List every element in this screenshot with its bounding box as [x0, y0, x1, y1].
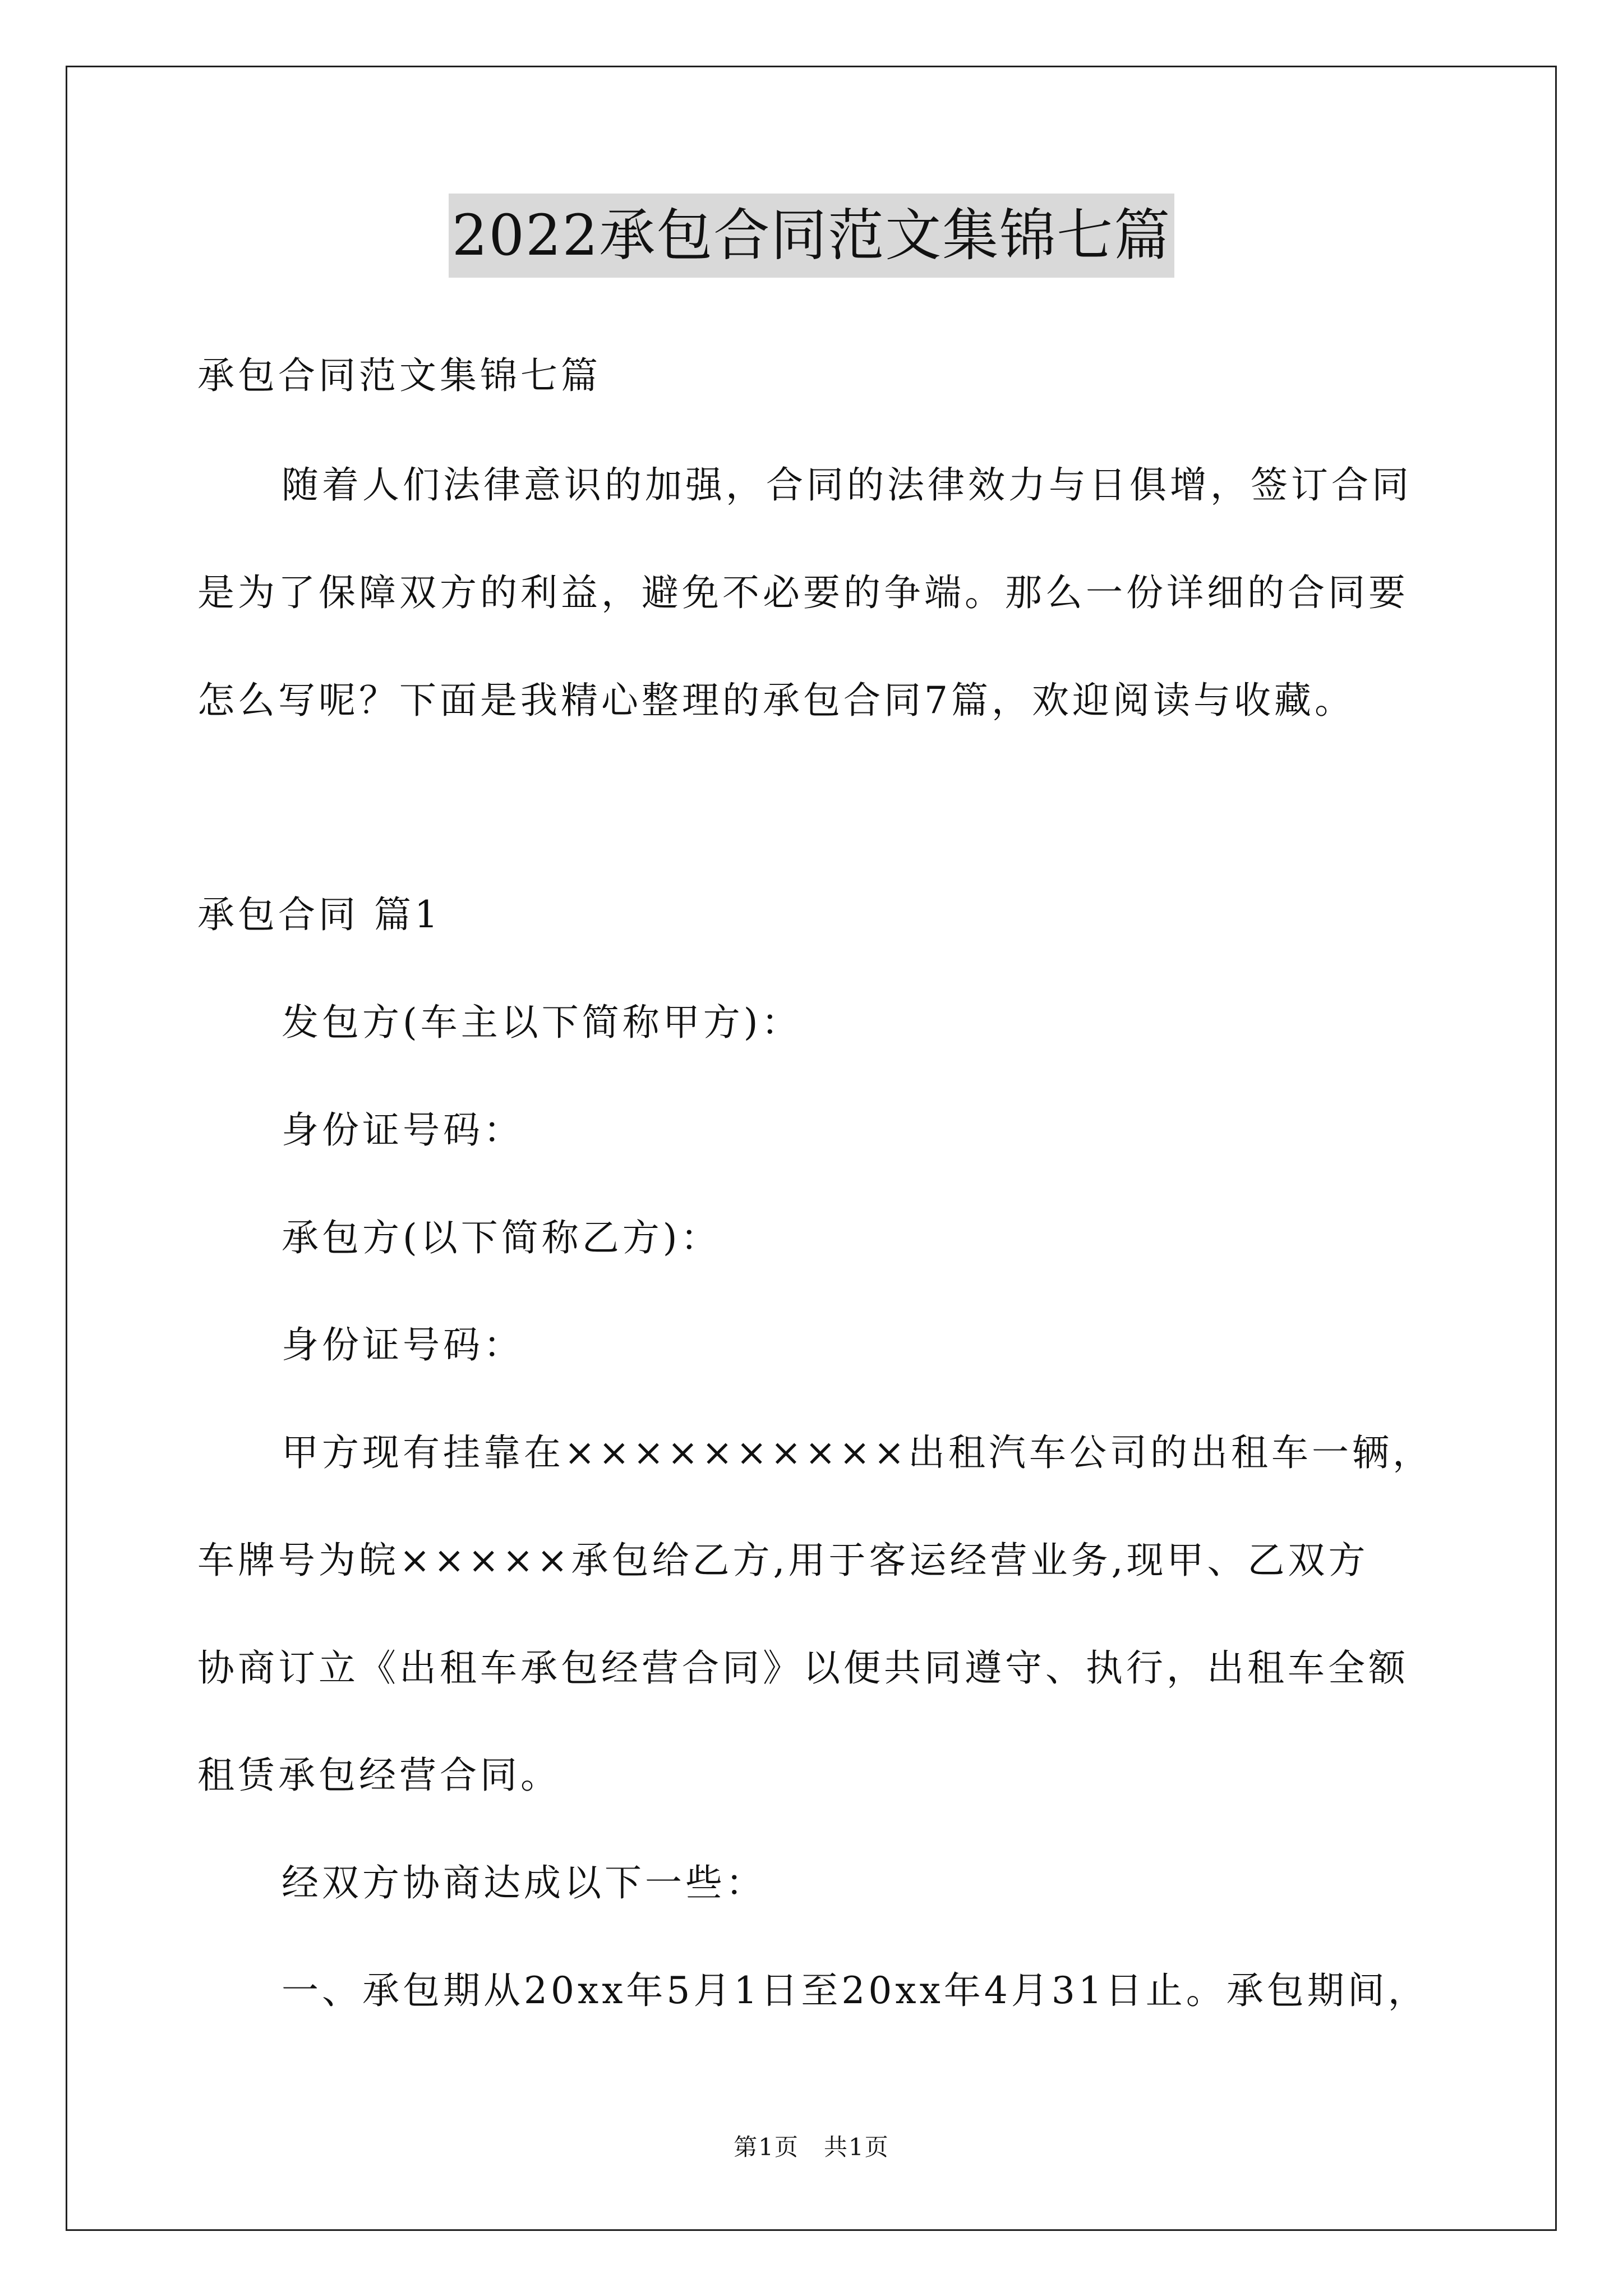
paragraph-line: 随着人们法律意识的加强，合同的法律效力与日俱增，签订合同: [282, 463, 1412, 507]
paragraph-line: 身份证号码：: [282, 1323, 524, 1366]
title-container: [0, 194, 1623, 278]
document-title: 2022承包合同范文集锦七篇: [449, 194, 1175, 278]
paragraph-line: 车牌号为皖×××××承包给乙方,用于客运经营业务,现甲、乙双方: [197, 1539, 1369, 1582]
section-heading: 承包合同 篇1: [197, 893, 441, 936]
page-footer: 第1页 共1页: [734, 2133, 889, 2161]
paragraph-line: 甲方现有挂靠在××××××××××出租汽车公司的出租车一辆，: [282, 1431, 1433, 1474]
paragraph-line: 一、承包期从20xx年5月1日至20xx年4月31日止。承包期间，: [282, 1969, 1428, 2012]
paragraph-line: 协商订立《出租车承包经营合同》以便共同遵守、执行，出租车全额: [197, 1646, 1409, 1690]
paragraph-line: 承包方(以下简称乙方)：: [282, 1216, 721, 1259]
paragraph-line: 是为了保障双方的利益，避免不必要的争端。那么一份详细的合同要: [197, 571, 1409, 614]
paragraph-line: 发包方(车主以下简称甲方)：: [282, 1001, 802, 1044]
paragraph-line: 经双方协商达成以下一些：: [282, 1861, 766, 1904]
subtitle-line: 承包合同范文集锦七篇: [197, 354, 601, 397]
paragraph-line: 怎么写呢？下面是我精心整理的承包合同7篇，欢迎阅读与收藏。: [197, 679, 1355, 722]
paragraph-line: 身份证号码：: [282, 1108, 524, 1152]
paragraph-line: 租赁承包经营合同。: [197, 1754, 561, 1797]
